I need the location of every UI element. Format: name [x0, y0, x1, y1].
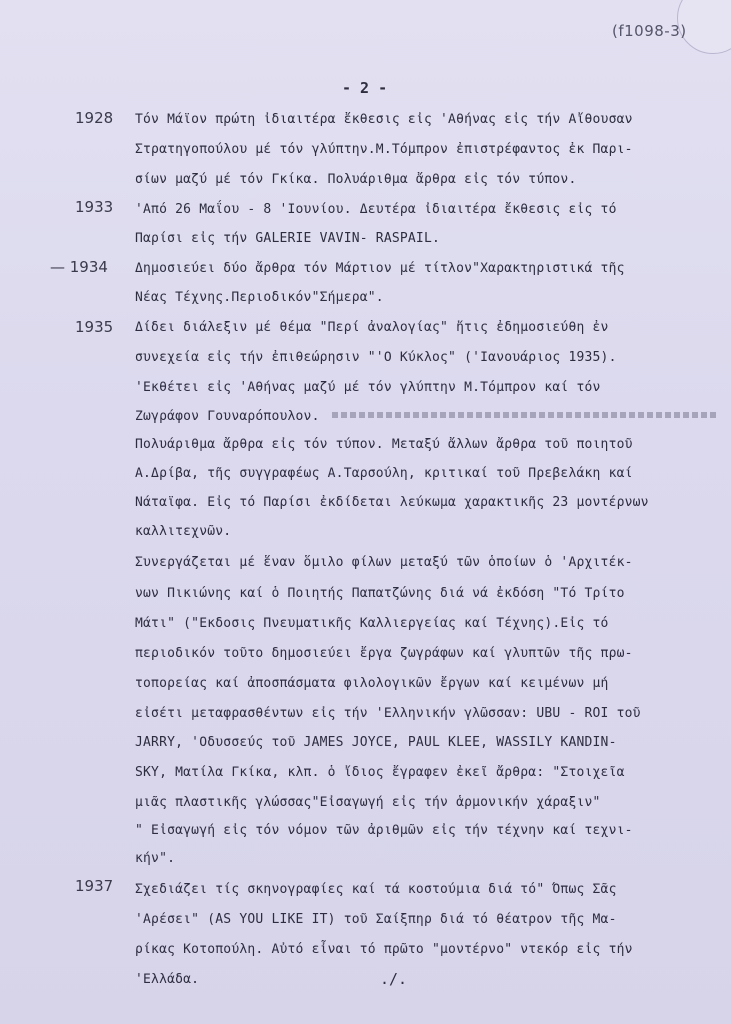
year-1937: 1937	[75, 877, 114, 895]
year-1934: — 1934	[50, 258, 108, 276]
text-line: Σχεδιάζει τίς σκηνογραφίες καί τά κοστούμια διά τό" Όπως Σᾶς	[135, 882, 617, 897]
text-line: Δημοσιεύει δύο ἄρθρα τόν Μάρτιον μέ τίτλον"Χαρακτηριστικά τῆς	[135, 261, 625, 276]
end-mark: ./.	[380, 970, 408, 988]
text-line: 'Αρέσει" (AS YOU LIKE IT) τοῦ Σαίξπηρ διά τό θέατρον τῆς Μα-	[135, 912, 617, 927]
text-line: σίων μαζύ μέ τόν Γκίκα. Πολυάριθμα ἄρθρα εἰς τόν τύπον.	[135, 172, 577, 187]
text-line: " Εἰσαγωγή εἰς τόν νόμον τῶν ἀριθμῶν εἰς τήν τέχνην καί τεχνι-	[135, 823, 633, 838]
text-line: καλλιτεχνῶν.	[135, 524, 232, 539]
page-number: - 2 -	[342, 79, 388, 97]
text-line: Παρίσι εἰς τήν GALERIE VAVIN- RASPAIL.	[135, 231, 441, 246]
year-1935: 1935	[75, 318, 114, 336]
text-line: εἰσέτι μεταφρασθέντων εἰς τήν 'Ελληνικήν γλῶσσαν: UBU - ROI τοῦ	[135, 706, 641, 721]
text-line: νων Πικιώνης καί ὁ Ποιητής Παπατζώνης διά νά ἐκδόση "Τό Τρίτο	[135, 586, 625, 601]
text-line: ρίκας Κοτοπούλη. Αὐτό εἶναι τό πρῶτο "μοντέρνο" ντεκόρ εἰς τήν	[135, 942, 633, 957]
text-line: συνεχεία εἰς τήν ἐπιθεώρησιν "'Ο Κύκλος" ('Ιανουάριος 1935).	[135, 350, 617, 365]
text-line: περιοδικόν τοῦτο δημοσιεύει ἔργα ζωγράφων καί γλυπτῶν τῆς πρω-	[135, 646, 633, 661]
text-line: 'Ελλάδα.	[135, 972, 200, 987]
text-line: Δίδει διάλεξιν μέ θέμα "Περί ἀναλογίας" ἥτις ἐδημοσιεύθη ἐν	[135, 320, 609, 335]
text-line: JARRY, 'Οδυσσεύς τοῦ JAMES JOYCE, PAUL KLEE, WASSILY KANDIN-	[135, 735, 617, 750]
crossed-out-text	[332, 412, 718, 418]
text-line: Πολυάριθμα ἄρθρα εἰς τόν τύπον. Μεταξύ ἄλλων ἄρθρα τοῦ ποιητοῦ	[135, 437, 633, 452]
text-line: κήν".	[135, 851, 176, 866]
text-line: 'Εκθέτει εἰς 'Αθήνας μαζύ μέ τόν γλύπτην Μ.Τόμπρον καί τόν	[135, 380, 601, 395]
text-line: SKY, Ματίλα Γκίκα, κλπ. ὁ ἴδιος ἔγραφεν ἐκεῖ ἄρθρα: "Στοιχεῖα	[135, 765, 625, 780]
text-line: Στρατηγοπούλου μέ τόν γλύπτην.Μ.Τόμπρον ἐπιστρέφαντος ἐκ Παρι-	[135, 142, 633, 157]
text-line: 'Από 26 Μαΐου - 8 'Ιουνίου. Δευτέρα ἰδιαιτέρα ἔκθεσις εἰς τό	[135, 202, 617, 217]
year-1933: 1933	[75, 198, 114, 216]
text-line: Α.Δρίβα, τῆς συγγραφέως Α.Ταρσούλη, κριτικαί τοῦ Πρεβελάκη καί	[135, 466, 633, 481]
text-line: τοπορείας καί ἀποσπάσματα φιλολογικῶν ἔργων καί κειμένων μή	[135, 676, 609, 691]
text-line: Τόν Μάϊον πρώτη ἰδιαιτέρα ἔκθεσις εἰς 'Αθήνας εἰς τήν Αἴθουσαν	[135, 112, 633, 127]
text-line: Νέας Τέχνης.Περιοδικόν"Σήμερα".	[135, 290, 384, 305]
text-line: μιᾶς πλαστικῆς γλώσσας"Εἰσαγωγή εἰς τήν ἁρμονικήν χάραξιν"	[135, 795, 601, 810]
text-line: Νάταϊφα. Εἰς τό Παρίσι ἐκδίδεται λεύκωμα χαρακτικῆς 23 μοντέρνων	[135, 495, 649, 510]
text-line: Μάτι" ("Εκδοσις Πνευματικῆς Καλλιεργείας καί Τέχνης).Εἰς τό	[135, 616, 609, 631]
year-1928: 1928	[75, 109, 114, 127]
text-line: Συνεργάζεται μέ ἕναν ὅμιλο φίλων μεταξύ τῶν ὁποίων ὁ 'Αρχιτέκ-	[135, 555, 633, 570]
text-line: Ζωγράφον Γουναρόπουλον.	[135, 409, 320, 424]
archive-reference: (f1098-3)	[612, 22, 687, 40]
